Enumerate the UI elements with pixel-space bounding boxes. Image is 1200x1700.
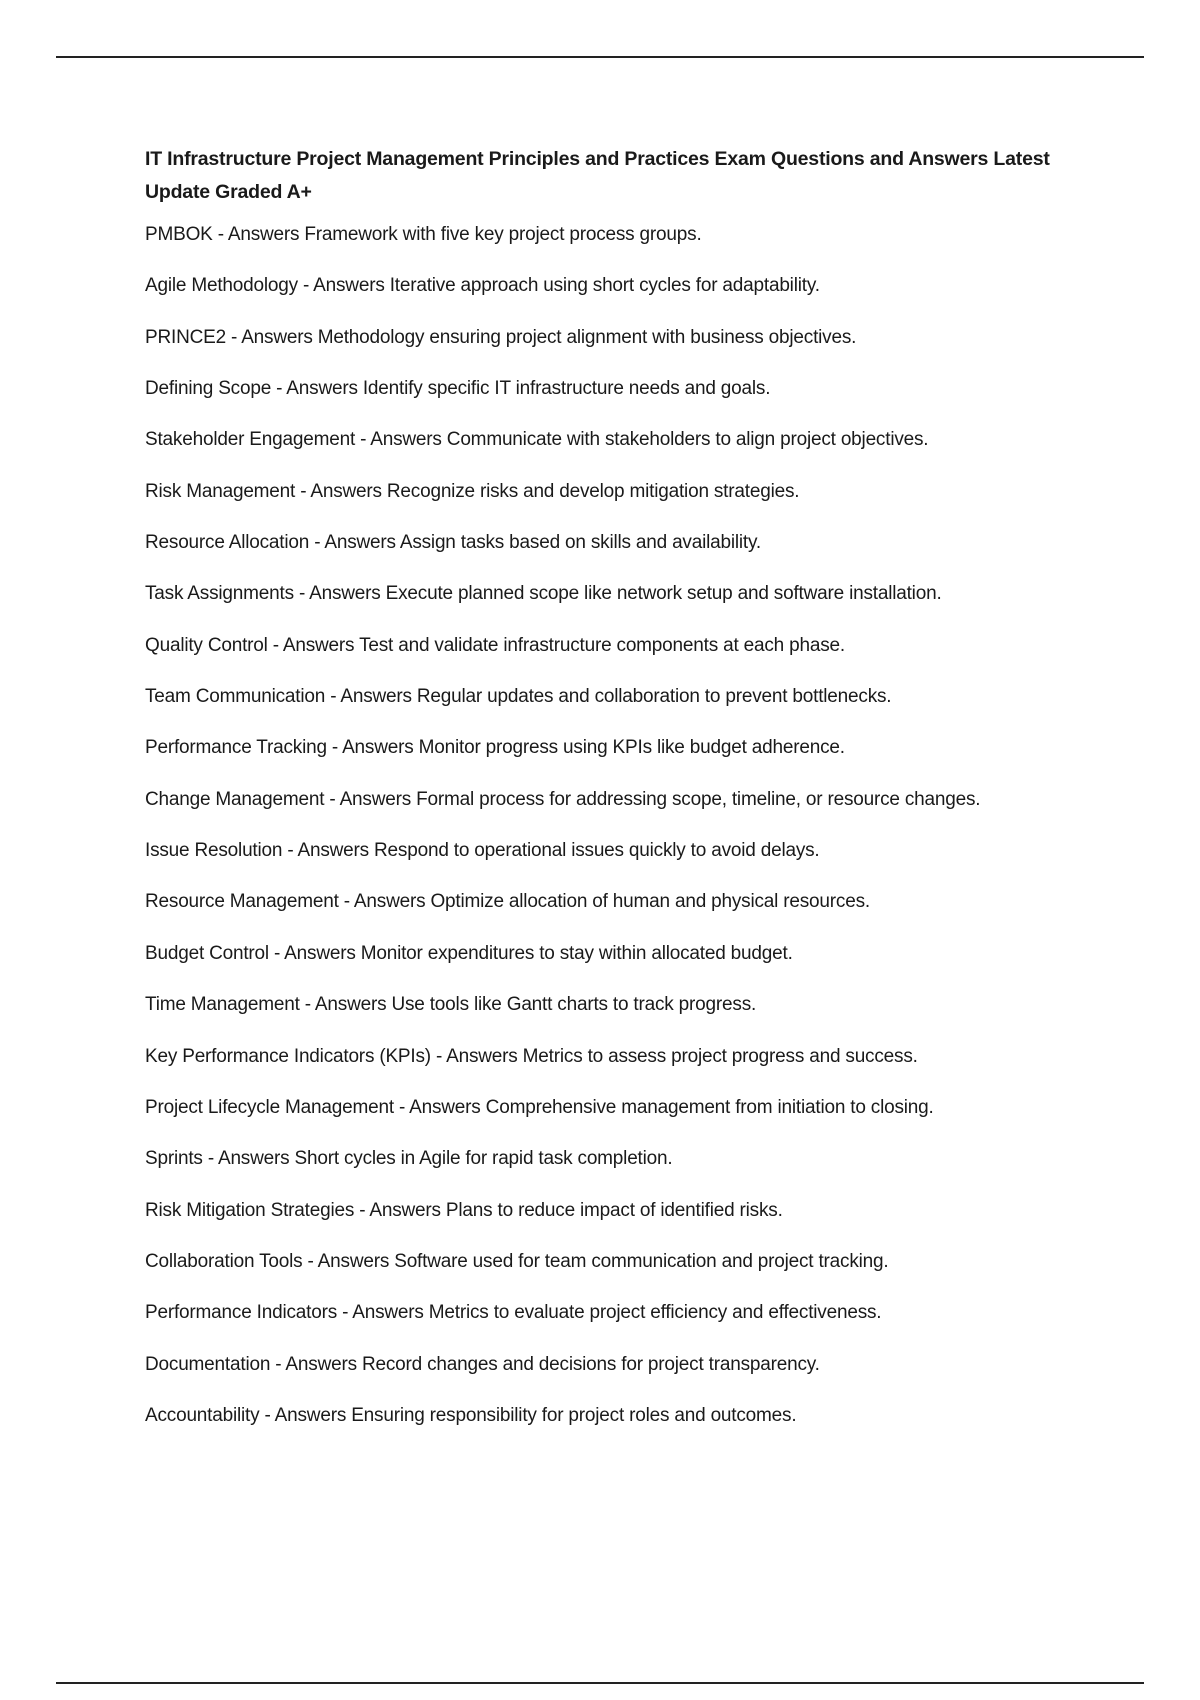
document-title: IT Infrastructure Project Management Principles and Practices Exam Questions and Answers Latest Update Graded A+ [145,148,1050,203]
list-item: Risk Management - Answers Recognize risks and develop mitigation strategies. [145,480,800,502]
list-item: PMBOK - Answers Framework with five key project process groups. [145,224,702,245]
list-item: Quality Control - Answers Test and validate infrastructure components at each phase. [145,634,845,656]
document-body [145,143,1075,1455]
list-item: PRINCE2 - Answers Methodology ensuring project alignment with business objectives. [145,326,857,348]
list-item: Issue Resolution - Answers Respond to operational issues quickly to avoid delays. [145,840,820,862]
list-item: Change Management - Answers Formal process for addressing scope, timeline, or resource changes. [145,788,981,810]
list-item: Defining Scope - Answers Identify specific IT infrastructure needs and goals. [145,378,771,400]
list-item: Agile Methodology - Answers Iterative approach using short cycles for adaptability. [145,275,820,297]
list-item: Accountability - Answers Ensuring responsibility for project roles and outcomes. [145,1404,797,1426]
list-item: Performance Indicators - Answers Metrics to evaluate project efficiency and effectiveness. [145,1302,882,1324]
header-divider [56,56,1144,58]
list-item: Time Management - Answers Use tools like Gantt charts to track progress. [145,994,757,1016]
list-item: Key Performance Indicators (KPIs) - Answers Metrics to assess project progress and success. [145,1045,918,1067]
list-item: Resource Management - Answers Optimize allocation of human and physical resources. [145,891,870,913]
list-item: Collaboration Tools - Answers Software used for team communication and project tracking. [145,1250,889,1272]
list-item: Risk Mitigation Strategies - Answers Plans to reduce impact of identified risks. [145,1199,783,1221]
list-item: Project Lifecycle Management - Answers Comprehensive management from initiation to closing. [145,1096,934,1118]
list-item: Team Communication - Answers Regular updates and collaboration to prevent bottlenecks. [145,686,892,708]
list-item: Sprints - Answers Short cycles in Agile for rapid task completion. [145,1148,673,1170]
footer-divider [56,1682,1144,1684]
list-item: Performance Tracking - Answers Monitor progress using KPIs like budget adherence. [145,737,845,759]
qa-list [145,223,1075,1428]
list-item: Documentation - Answers Record changes and decisions for project transparency. [145,1353,820,1375]
list-item: Budget Control - Answers Monitor expenditures to stay within allocated budget. [145,942,793,964]
list-item: Resource Allocation - Answers Assign tasks based on skills and availability. [145,532,761,554]
list-item: Stakeholder Engagement - Answers Communicate with stakeholders to align project objectives. [145,429,929,451]
list-item: Task Assignments - Answers Execute planned scope like network setup and software installation. [145,583,942,605]
